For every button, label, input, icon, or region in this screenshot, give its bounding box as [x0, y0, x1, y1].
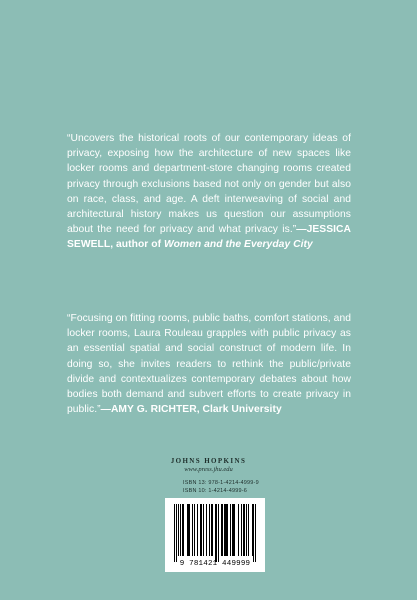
- barcode-number: 9 781421 449999: [179, 560, 251, 568]
- publisher-url: www.press.jhu.edu: [184, 466, 233, 473]
- isbn-13: ISBN 13: 978-1-4214-4999-9: [183, 480, 259, 486]
- blurb-attribution-title: Women and the Everyday City: [164, 239, 313, 251]
- blurb-quote: [67, 131, 351, 253]
- barcode-bars: [174, 504, 256, 560]
- blurb-attribution: —JESSICA SEWELL, author of: [67, 224, 351, 251]
- barcode: [165, 498, 265, 572]
- blurb-quote: [67, 311, 351, 417]
- blurb-attribution: —AMY G. RICHTER, Clark University: [100, 404, 282, 416]
- blurb-text: “Uncovers the historical roots of our contemporary ideas of privacy, exposing how the architecture of new spaces like locker rooms and department-store changing rooms created privacy through exclusions based not only on gender but also on race, class, and age. A deft interweaving of social and architectural history makes us question our assumptions about the need for privacy and what privacy is.”: [67, 133, 351, 236]
- barcode-bar: [255, 504, 256, 562]
- isbn-10: ISBN 10: 1-4214-4999-6: [183, 488, 248, 494]
- publisher-name: JOHNS HOPKINS: [170, 457, 247, 465]
- blurb-text: “Focusing on fitting rooms, public baths, comfort stations, and locker rooms, Laura Rouleau grapples with public privacy as an essential spatial and social construct of modern life. In doing so, she invites readers to rethink the public/private divide and contextualizes contemporary debates about how bodies both demand and subvert efforts to create privacy in public.”: [67, 313, 351, 416]
- publisher-imprint: [0, 457, 417, 473]
